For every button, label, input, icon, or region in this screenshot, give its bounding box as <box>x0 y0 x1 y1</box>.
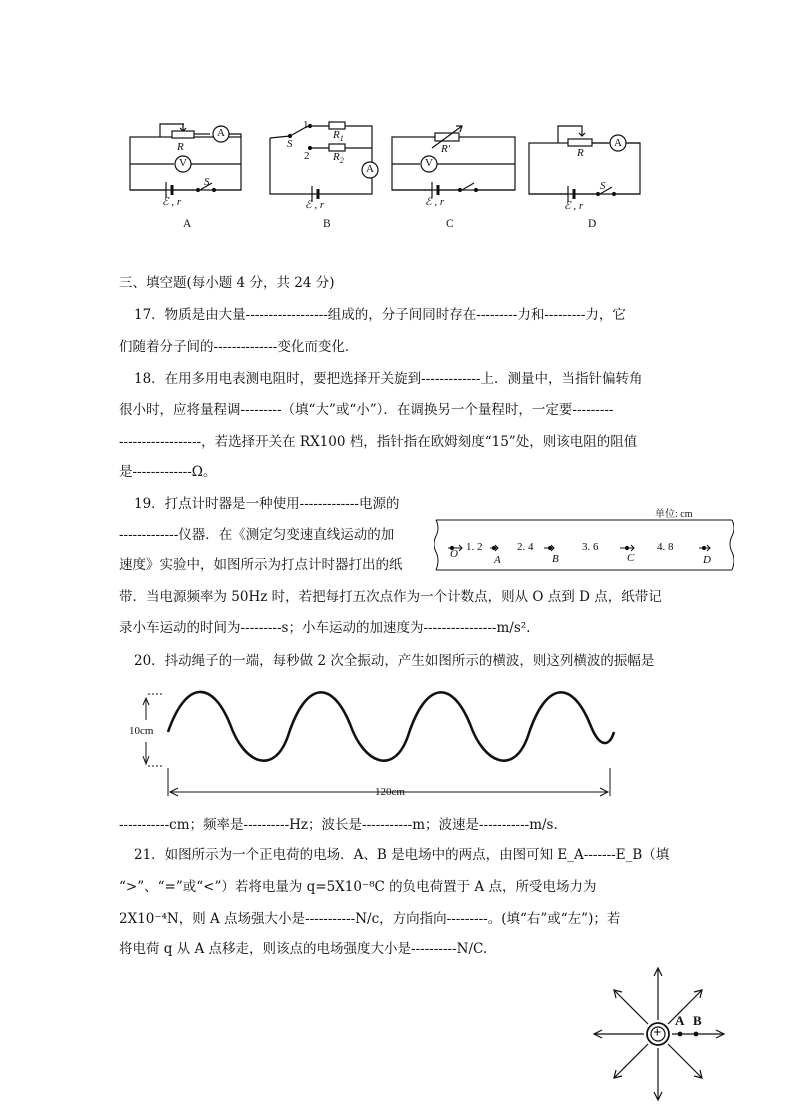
circuit-a-emf-symbol: ℰ , r <box>162 196 182 208</box>
circuit-c <box>392 126 515 198</box>
q19-line-2: ‑‑‑‑‑‑‑‑‑‑‑‑‑仪器．在《测定匀变速直线运动的加 <box>119 527 395 543</box>
circuit-b-pos2-symbol: 2 <box>304 150 310 162</box>
circuit-b-ammeter-symbol: A <box>366 163 374 175</box>
q17-line-2: 们随着分子间的‑‑‑‑‑‑‑‑‑‑‑‑‑‑变化而变化． <box>119 339 359 355</box>
q19-line-3: 速度》实验中，如图所示为打点计时器打出的纸 <box>119 557 403 573</box>
tape-point-o: O <box>450 548 458 560</box>
circuit-a-r-symbol: R <box>177 141 184 153</box>
tape-point-c: C <box>627 552 635 564</box>
circuit-a-voltmeter-symbol: V <box>179 157 187 169</box>
wave-length-label: 120cm <box>375 786 405 798</box>
q18-line-1: 18．在用多用电表测电阻时，要把选择开关旋到‑‑‑‑‑‑‑‑‑‑‑‑‑上．测量中，当指针偏转角 <box>134 371 643 387</box>
circuit-d-emf-symbol: ℰ , r <box>564 200 584 212</box>
circuit-b-pos1-symbol: 1 <box>303 119 309 131</box>
q17-line-1: 17．物质是由大量‑‑‑‑‑‑‑‑‑‑‑‑‑‑‑‑‑‑组成的，分子间同时存在‑‑‑‑‑‑‑‑‑力和‑‑‑‑‑‑‑‑‑力，它 <box>134 307 626 323</box>
q19-line-1: 19．打点计时器是一种使用‑‑‑‑‑‑‑‑‑‑‑‑‑电源的 <box>134 496 400 512</box>
circuit-b-r2-symbol: $R_2$ <box>333 151 344 166</box>
circuit-c-r-prime-symbol: R′ <box>441 143 451 155</box>
circuit-label-b: B <box>323 218 331 230</box>
field-charge-sign: + <box>653 1025 662 1041</box>
field-point-b: B <box>693 1013 702 1028</box>
q19-line-4: 带．当电源频率为 50Hz 时，若把每打五次点作为一个计数点，则从 O 点到 D 点，纸带记 <box>119 589 662 605</box>
field-point-a: A <box>675 1013 685 1028</box>
wave-height-label: 10cm <box>129 725 154 737</box>
circuit-d-r-symbol: R <box>577 147 584 159</box>
circuit-d-ammeter-symbol: A <box>614 137 622 149</box>
tape-value-ab: 2. 4 <box>517 541 534 553</box>
circuit-c-emf-symbol: ℰ , r <box>425 196 445 208</box>
tape-point-a: A <box>494 554 501 566</box>
circuit-b-r1-symbol: $R_1$ <box>333 129 344 144</box>
tape-point-d: D <box>703 554 711 566</box>
tape-value-bc: 3. 6 <box>582 541 599 553</box>
circuit-d-s-symbol: S <box>600 180 606 192</box>
circuit-d <box>529 126 640 202</box>
tape-unit-label: 单位: cm <box>655 509 693 520</box>
q21-line-3: 2X10⁻⁴N，则 A 点场强大小是‑‑‑‑‑‑‑‑‑‑‑N/c，方向指向‑‑‑‑‑‑‑‑‑。(填“右”或“左”)；若 <box>119 911 621 927</box>
tape-value-oa: 1. 2 <box>466 541 483 553</box>
circuit-c-voltmeter-symbol: V <box>425 157 433 169</box>
circuit-label-c: C <box>446 218 454 230</box>
wave-figure <box>140 686 620 802</box>
q21-line-2: “>”、“=”或“<”）若将电量为 q=5X10⁻⁸C 的负电荷置于 A 点，所受电场力为 <box>119 879 597 895</box>
circuit-label-d: D <box>588 218 597 230</box>
tape-point-b: B <box>552 553 559 565</box>
q18-line-2: 很小时，应将量程调‑‑‑‑‑‑‑‑‑（填“大”或“小”）．在调换另一个量程时，一定要‑‑‑‑‑‑‑‑‑ <box>119 402 614 418</box>
circuit-b-s-symbol: S <box>287 138 293 150</box>
q20-line-2: ‑‑‑‑‑‑‑‑‑‑‑cm；频率是‑‑‑‑‑‑‑‑‑‑Hz；波长是‑‑‑‑‑‑‑‑‑‑‑m；波速是‑‑‑‑‑‑‑‑‑‑‑m/s. <box>119 817 558 833</box>
tape-value-cd: 4. 8 <box>657 541 674 553</box>
circuit-a-s-symbol: S <box>204 176 210 188</box>
circuit-label-a: A <box>183 218 192 230</box>
q20-line-1: 20．抖动绳子的一端，每秒做 2 次全振动，产生如图所示的横波，则这列横波的振幅是 <box>134 653 655 669</box>
q19-line-5: 录小车运动的时间为‑‑‑‑‑‑‑‑‑s；小车运动的加速度为‑‑‑‑‑‑‑‑‑‑‑‑‑‑‑‑m/s². <box>119 620 531 636</box>
section-heading: 三、填空题(每小题 4 分，共 24 分) <box>119 275 335 291</box>
q21-line-4: 将电荷 q 从 A 点移走，则该点的电场强度大小是‑‑‑‑‑‑‑‑‑‑N/C. <box>119 941 488 957</box>
q18-line-3: ‑‑‑‑‑‑‑‑‑‑‑‑‑‑‑‑‑‑，若选择开关在 RX100 档，指针指在欧姆刻度“15”处，则该电阻的阻值 <box>119 434 638 450</box>
circuit-b-emf-symbol: ℰ , r <box>305 199 325 211</box>
circuit-a-ammeter-symbol: A <box>217 127 225 139</box>
q21-line-1: 21．如图所示为一个正电荷的电场．A、B 是电场中的两点，由图可知 E_A‑‑‑‑‑‑‑E_B（填 <box>134 847 670 863</box>
circuit-b <box>270 122 378 202</box>
q18-line-4: 是‑‑‑‑‑‑‑‑‑‑‑‑‑Ω。 <box>119 464 217 480</box>
